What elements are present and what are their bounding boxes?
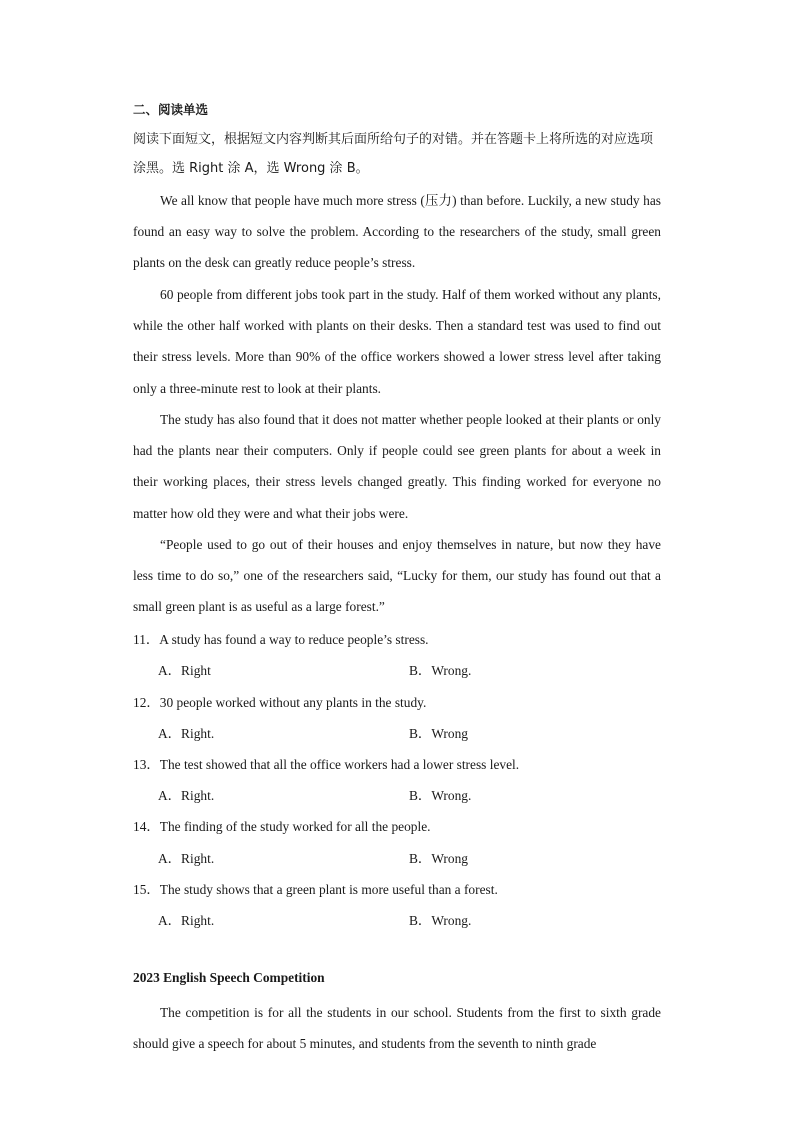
- question-11: 11．A study has found a way to reduce people’s stress.: [133, 632, 429, 647]
- passage-paragraph-3: The study has also found that it does not matter whether people looked at their plants or only had the plants near their computers. Only if people could see green plants for about a week in their working places, their stress levels changed greatly. This finding worked for everyone no matter how old they were and what their jobs were.: [133, 412, 661, 521]
- question-12-option-b[interactable]: B．Wrong: [409, 726, 468, 741]
- question-15: 15．The study shows that a green plant is more useful than a forest.: [133, 882, 498, 897]
- question-12-option-a[interactable]: A．Right.: [158, 726, 215, 741]
- question-15-option-b[interactable]: B．Wrong.: [409, 913, 472, 928]
- question-11-option-a[interactable]: A．Right: [158, 663, 211, 678]
- section-title: 二、阅读单选: [133, 102, 209, 117]
- question-14-option-a[interactable]: A．Right.: [158, 851, 215, 866]
- question-13: 13．The test showed that all the office workers had a lower stress level.: [133, 757, 520, 772]
- passage-paragraph-2: 60 people from different jobs took part in the study. Half of them worked without any plants, while the other half worked with plants on their desks. Then a standard test was used to find out their stress levels. More than 90% of the office workers showed a lower stress level after taking only a three-minute rest to look at their plants.: [133, 287, 661, 396]
- question-14-option-b[interactable]: B．Wrong: [409, 851, 468, 866]
- question-15-option-a[interactable]: A．Right.: [158, 913, 215, 928]
- question-14: 14．The finding of the study worked for all the people.: [133, 819, 431, 834]
- question-13-option-b[interactable]: B．Wrong.: [409, 788, 472, 803]
- question-11-option-b[interactable]: B．Wrong.: [409, 663, 472, 678]
- competition-intro: The competition is for all the students in our school. Students from the first to sixth grade should give a speech for about 5 minutes, and students from the seventh to ninth grade: [133, 1005, 661, 1052]
- passage-paragraph-1: We all know that people have much more stress (压力) than before. Luckily, a new study has found an easy way to solve the problem. According to the researchers of the study, small green plants on the desk can greatly reduce people’s stress.: [133, 193, 661, 271]
- competition-title: 2023 English Speech Competition: [133, 970, 325, 985]
- passage-paragraph-4: “People used to go out of their houses and enjoy themselves in nature, but now they have less time to do so,” one of the researchers said, “Lucky for them, our study has found out that a small green plant is as useful as a large forest.”: [133, 537, 661, 615]
- question-12: 12．30 people worked without any plants in the study.: [133, 695, 427, 710]
- section-instructions: 阅读下面短文，根据短文内容判断其后面所给句子的对错。并在答题卡上将所选的对应选项涂黑。选 Right 涂 A，选 Wrong 涂 B。: [133, 132, 654, 176]
- question-13-option-a[interactable]: A．Right.: [158, 788, 215, 803]
